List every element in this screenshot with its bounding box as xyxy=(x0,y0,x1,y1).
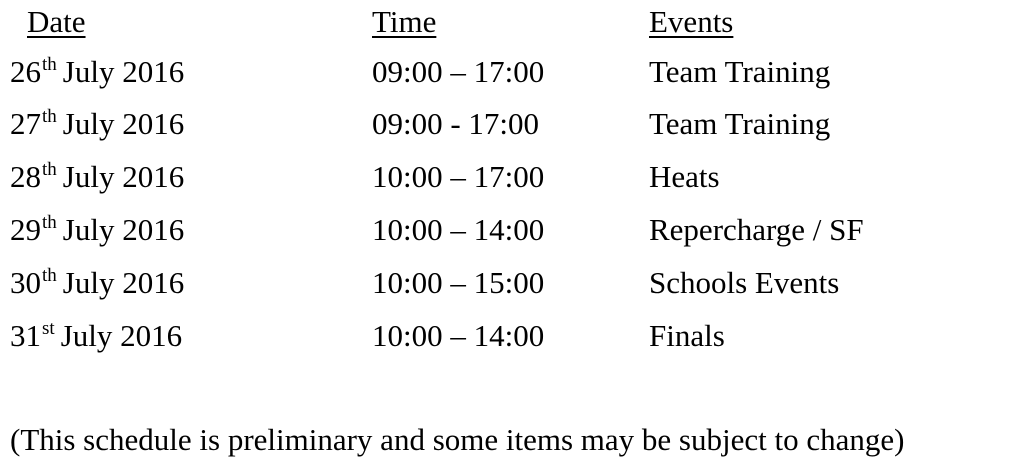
schedule-row xyxy=(0,314,1024,358)
row-event: Repercharge / SF xyxy=(649,212,864,247)
row-event: Team Training xyxy=(649,106,831,141)
row-time: 10:00 – 14:00 xyxy=(372,318,545,353)
row-time: 10:00 – 17:00 xyxy=(372,159,545,194)
row-time: 10:00 – 15:00 xyxy=(372,265,545,300)
row-day: 27 xyxy=(10,106,41,141)
schedule-row xyxy=(0,50,1024,94)
schedule-header-row xyxy=(0,0,1024,44)
row-day-suffix: st xyxy=(42,318,55,339)
row-day: 31 xyxy=(10,318,41,353)
row-month-year: July 2016 xyxy=(62,265,185,300)
schedule-row xyxy=(0,208,1024,252)
row-event: Heats xyxy=(649,159,720,194)
row-event: Schools Events xyxy=(649,265,840,300)
schedule-row xyxy=(0,102,1024,146)
row-event: Finals xyxy=(649,318,725,353)
row-event: Team Training xyxy=(649,54,831,89)
header-events: Events xyxy=(649,4,734,39)
schedule-row xyxy=(0,261,1024,305)
row-day-suffix: th xyxy=(42,106,57,127)
schedule-row xyxy=(0,155,1024,199)
row-date xyxy=(10,314,182,358)
row-date xyxy=(10,50,184,94)
row-time: 09:00 – 17:00 xyxy=(372,54,545,89)
row-date xyxy=(10,261,184,305)
row-day-suffix: th xyxy=(42,265,57,286)
row-month-year: July 2016 xyxy=(60,318,183,353)
row-month-year: July 2016 xyxy=(62,106,185,141)
row-date xyxy=(10,208,184,252)
row-day-suffix: th xyxy=(42,54,57,75)
row-day-suffix: th xyxy=(42,159,57,180)
row-month-year: July 2016 xyxy=(62,159,185,194)
row-day-suffix: th xyxy=(42,212,57,233)
row-month-year: July 2016 xyxy=(62,54,185,89)
row-date xyxy=(10,155,184,199)
row-time: 10:00 – 14:00 xyxy=(372,212,545,247)
header-time: Time xyxy=(372,4,437,39)
header-date: Date xyxy=(27,4,86,39)
schedule-note: (This schedule is preliminary and some items may be subject to change) xyxy=(10,422,905,457)
row-day: 29 xyxy=(10,212,41,247)
row-day: 28 xyxy=(10,159,41,194)
row-month-year: July 2016 xyxy=(62,212,185,247)
row-day: 30 xyxy=(10,265,41,300)
row-date xyxy=(10,102,184,146)
row-day: 26 xyxy=(10,54,41,89)
row-time: 09:00 - 17:00 xyxy=(372,106,540,141)
